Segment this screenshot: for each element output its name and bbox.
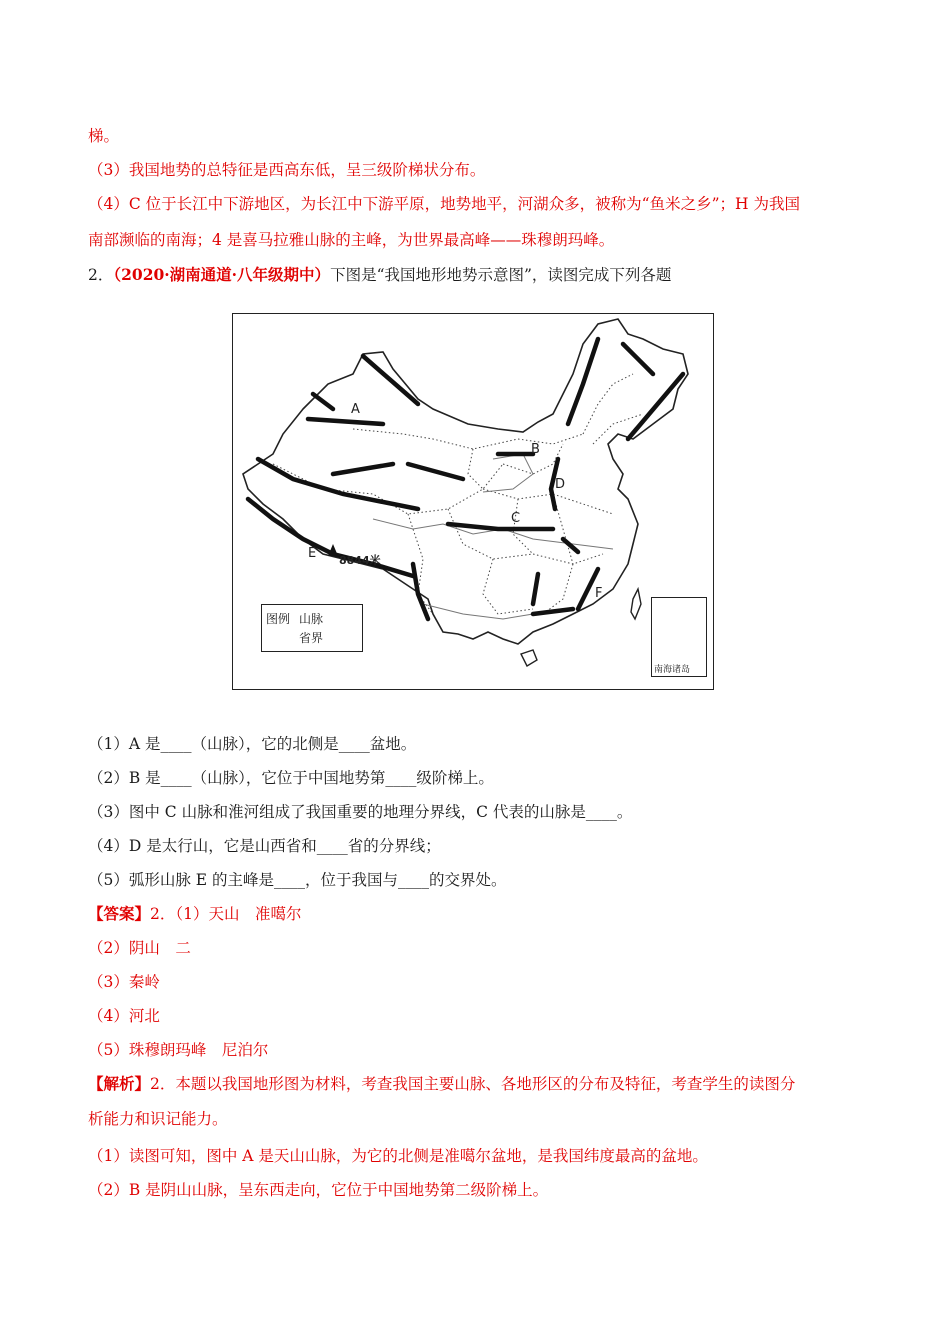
answer-line-5: （5）珠穆朗玛峰 尼泊尔 bbox=[88, 1041, 269, 1059]
prev-answer-line-1: 梯。 bbox=[88, 127, 120, 145]
mountain-ranges bbox=[248, 339, 683, 619]
range-xuefeng bbox=[533, 574, 538, 604]
range-changbai bbox=[628, 374, 683, 439]
range-hengduan bbox=[413, 564, 428, 619]
label-b: B bbox=[531, 442, 540, 457]
answer-line-4: （4）河北 bbox=[88, 1007, 160, 1025]
range-daxinganling bbox=[568, 339, 598, 424]
label-d: D bbox=[555, 477, 566, 492]
label-f: F bbox=[595, 586, 603, 601]
analysis-line-4: （2）B 是阴山山脉，呈东西走向，它位于中国地势第二级阶梯上。 bbox=[88, 1181, 549, 1199]
sub-question-1: （1）A 是____（山脉），它的北侧是____盆地。 bbox=[88, 735, 417, 753]
analysis-line-2: 析能力和识记能力。 bbox=[88, 1110, 228, 1128]
label-everest-height: 8844米 bbox=[339, 554, 381, 567]
range-nanling bbox=[533, 609, 573, 614]
range-wushan bbox=[563, 539, 578, 552]
analysis-line-1 bbox=[88, 1073, 795, 1095]
sub-question-5: （5）弧形山脉 E 的主峰是____，位于我国与____的交界处。 bbox=[88, 871, 507, 889]
sub-question-3: （3）图中 C 山脉和淮河组成了我国重要的地理分界线，C 代表的山脉是____。 bbox=[88, 803, 633, 821]
legend-border-label: 省界 bbox=[299, 631, 324, 645]
answer-line-1 bbox=[88, 903, 302, 925]
range-kunlun bbox=[258, 459, 418, 509]
legend-title: 图例 bbox=[266, 612, 291, 626]
range-xiaoxinganling bbox=[623, 344, 653, 374]
rivers bbox=[373, 454, 613, 619]
answer-line-3: （3）秦岭 bbox=[88, 973, 160, 991]
range-small-west bbox=[313, 394, 333, 409]
province-borders bbox=[273, 374, 643, 614]
answer-line-2: （2）阴山 二 bbox=[88, 939, 191, 957]
taiwan-island bbox=[631, 589, 641, 619]
range-qilian bbox=[408, 464, 463, 479]
prev-answer-line-3: （4）C 位于长江中下游地区，为长江中下游平原，地势地平，河湖众多，被称为“鱼米之乡”；H 为我国 bbox=[88, 195, 800, 213]
range-c-qinling bbox=[448, 524, 553, 529]
label-c: C bbox=[511, 511, 521, 526]
inset-label: 南海诸岛 bbox=[654, 665, 691, 675]
legend-mountain-label: 山脉 bbox=[299, 612, 324, 626]
label-e: E bbox=[308, 546, 317, 561]
sub-question-4: （4）D 是太行山，它是山西省和____省的分界线； bbox=[88, 837, 441, 855]
hainan-island bbox=[521, 650, 537, 666]
label-a: A bbox=[351, 402, 360, 417]
question-header bbox=[88, 264, 671, 286]
question-number: 2． bbox=[88, 266, 114, 284]
analysis-tag: 【解析】 bbox=[88, 1074, 151, 1093]
prev-answer-line-2: （3）我国地势的总特征是西高东低，呈三级阶梯状分布。 bbox=[88, 161, 486, 179]
analysis-text-1: 2．本题以我国地形图为材料，考查我国主要山脉、各地形区的分布及特征，考查学生的读图分 bbox=[150, 1075, 796, 1093]
range-qilian-2 bbox=[333, 464, 393, 474]
analysis-line-3: （1）读图可知，图中 A 是天山山脉，为它的北侧是准噶尔盆地，是我国纬度最高的盆地。 bbox=[88, 1147, 708, 1165]
map-legend bbox=[261, 604, 363, 652]
question-stem: 下图是“我国地形地势示意图”，读图完成下列各题 bbox=[330, 266, 672, 284]
range-a-tianshan bbox=[308, 419, 383, 424]
china-outline bbox=[243, 319, 688, 644]
south-china-sea-inset bbox=[651, 597, 707, 677]
china-terrain-map bbox=[232, 313, 714, 690]
prev-answer-line-4: 南部濒临的南海；4 是喜马拉雅山脉的主峰，为世界最高峰——珠穆朗玛峰。 bbox=[88, 231, 615, 249]
answer-text-1: 2．（1）天山 准噶尔 bbox=[150, 905, 302, 923]
answer-tag: 【答案】 bbox=[88, 904, 151, 923]
question-source: （2020·湖南通道·八年级期中） bbox=[113, 265, 331, 284]
sub-question-2: （2）B 是____（山脉），它位于中国地势第____级阶梯上。 bbox=[88, 769, 494, 787]
